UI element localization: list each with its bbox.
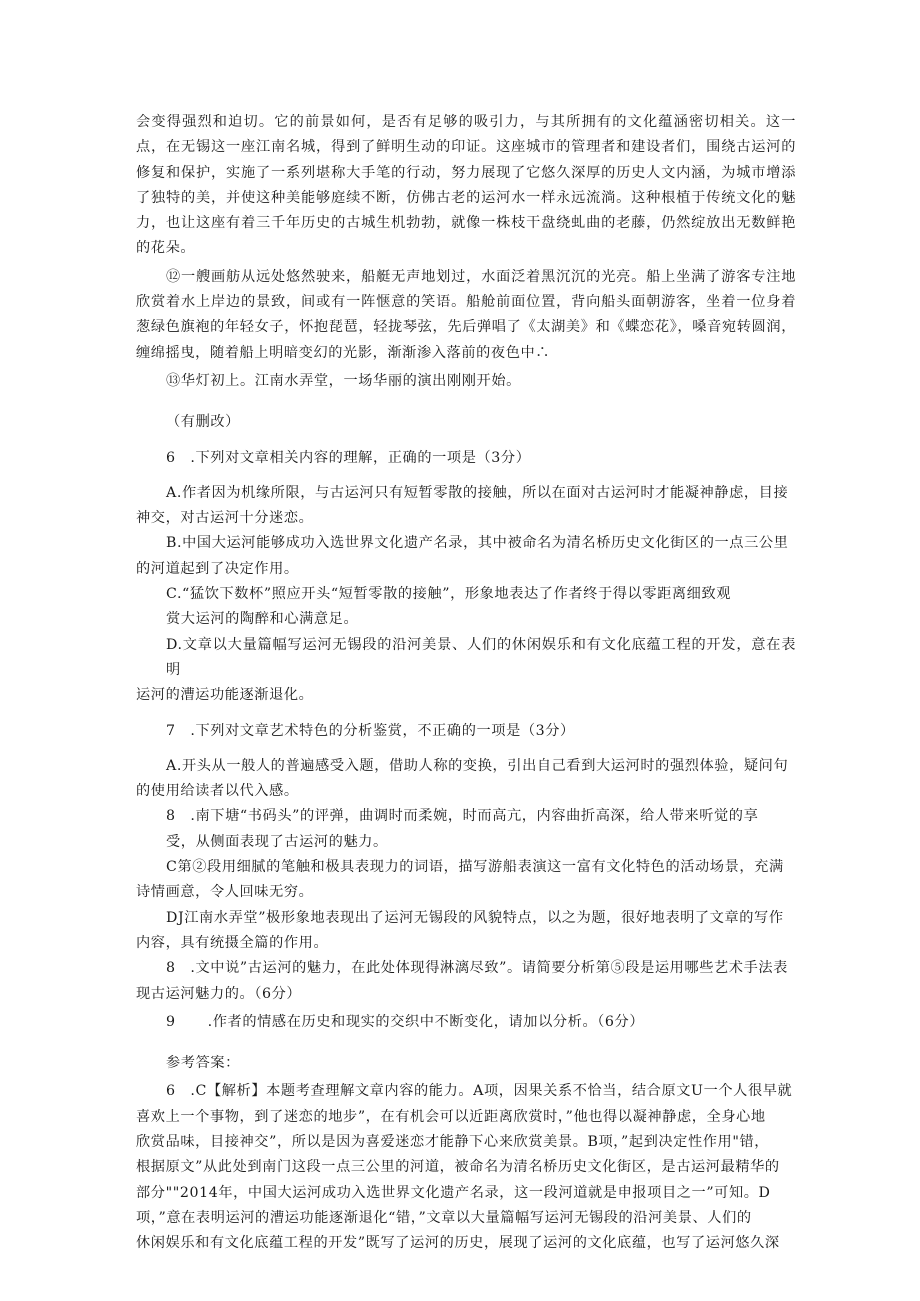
- answer-6-line4: 根据原文”从此处到南门这段一点三公里的河道，被命名为清名桥历史文化街区，是古运河最精华的: [136, 1159, 780, 1176]
- answer-6-line3: 欣赏品味，目接神交”，所以是因为喜爱迷恋才能静下心来欣赏美景。B项，”起到决定性作用"错，: [136, 1133, 770, 1150]
- question-7-option-d-line2: 内容，具有统摄全篇的作用。: [136, 934, 329, 951]
- question-9-number: 9: [166, 1013, 176, 1030]
- question-6-option-c-line1: C.“猛饮下数杯”照应开头“短暂零散的接触”，形象地表达了作者终于得以零距离细致观: [166, 586, 732, 603]
- question-6-option-a-line2: 神交，对古运河十分迷恋。: [136, 510, 314, 527]
- question-7-option-c-line2: 诗情画意，令人回味无穷。: [136, 884, 314, 901]
- question-6-option-a-line1: A.作者因为机缘所限，与古运河只有短暂零散的接触，所以在面对古运河时才能凝神静虑，目接: [166, 484, 789, 501]
- question-6-option-b-line2: 的河道起到了决定作用。: [136, 560, 299, 577]
- question-9-text: .作者的情感在历史和现实的交织中不断变化，请加以分析。（6分）: [207, 1013, 645, 1030]
- passage-note: （有删改）: [166, 414, 240, 431]
- passage-paragraph-12: ⑫一艘画舫从远处悠然驶来，船艇无声地划过，水面泛着黑沉沉的光亮。船上坐满了游客专注地欣赏着水上岸边的景致，间或有一阵惬意的笑语。船舱前面位置，背向船头面朝游客，坐着一位身着葱绿色旗袍的年轻女子，怀抱琵琶，轻拢琴弦，先后弹唱了《太湖美》和《蝶恋花》，嗓音宛转圆润，缠绵摇曳，随着船上明暗变幻的光影，渐渐渗入落前的夜色中∴: [136, 268, 796, 361]
- question-6-stem: 6 .下列对文章相关内容的理解，正确的一项是（3分）: [166, 449, 531, 466]
- question-6-option-d-line2: 运河的漕运功能逐渐退化。: [136, 687, 314, 704]
- question-9: [136, 1010, 796, 1035]
- question-7-stem: 7 .下列对文章艺术特色的分析鉴赏，不正确的一项是（3分）: [166, 722, 575, 739]
- question-6-option-c-line2: 赏大运河的陶醉和心满意足。: [166, 611, 359, 628]
- question-7-option-c-line1: C第②段用细腻的笔触和极具表现力的词语，描写游船表演这一富有文化特色的活动场景，充满: [166, 859, 784, 876]
- question-7-option-b-line2: 受，从侧面表现了古运河的魅力。: [166, 833, 388, 850]
- answers-heading: 参考答案：: [166, 1055, 240, 1072]
- passage-paragraph-intro: 会变得强烈和迫切。它的前景如何，是否有足够的吸引力，与其所拥有的文化蕴涵密切相关。这一点，在无锡这一座江南名城，得到了鲜明生动的印证。这座城市的管理者和建设者们，围绕古运河的修复和保护，实施了一系列堪称大手笔的行动，努力展现了它悠久深厚的历史人文内涵，为城市增添了独特的美，并使这种美能够庭续不断，仿佛古老的运河水一样永远流淌。这种根植于传统文化的魅力，也让这座有着三千年历史的古城生机勃勃，就像一株枝干盘绕虬曲的老藤，仍然绽放出无数鲜艳的花朵。: [136, 114, 796, 257]
- answer-6-line1: 6 .C【解析】本题考查理解文章内容的能力。A项，因果关系不恰当，结合原文U一个人很早就: [166, 1083, 793, 1100]
- question-7-option-a-line2: 的使用给读者以代入感。: [136, 783, 299, 800]
- question-8-line1: 8 .文中说”古运河的魅力，在此处体现得淋漓尽致”。请简要分析第⑤段是运用哪些艺术手法表: [166, 960, 788, 977]
- question-6-option-d-line1: D.文章以大量篇幅写运河无锡段的沿河美景、人们的休闲娱乐和有文化底蕴工程的开发，意在表明: [166, 636, 796, 678]
- answer-6-line2: 喜欢上一个事物，到了迷恋的地步”，在有机会可以近距离欣赏时，”他也得以凝神静虑，全身心地: [136, 1108, 766, 1125]
- answer-6-line5: 部分""2014年，中国大运河成功入选世界文化遗产名录，这一段河道就是申报项目之一”可知。D: [136, 1184, 771, 1201]
- answer-6-line7: 休闲娱乐和有文化底蕴工程的开发”既写了运河的历史，展现了运河的文化底蕴，也写了运河悠久深: [136, 1235, 780, 1252]
- question-7-option-b-line1: 8 .南下塘“书码头”的评弹，曲调时而柔婉，时而高亢，内容曲折高深，给人带来听觉的享: [166, 808, 759, 825]
- question-7-option-a-line1: A.开头从一般人的普遍感受入题，借助人称的变换，引出自己看到大运河时的强烈体验，疑问句: [166, 757, 789, 774]
- passage-paragraph-13: ⑬华灯初上。江南水弄堂，一场华丽的演出刚刚开始。: [166, 372, 521, 389]
- question-6-option-b-line1: B.中国大运河能够成功入选世界文化遗产名录，其中被命名为清名桥历史文化街区的一点三公里: [166, 535, 789, 552]
- question-8-line2: 现古运河魅力的。（6分）: [136, 985, 302, 1002]
- document-page: [136, 110, 796, 1256]
- answer-6-line6: 项，”意在表明运河的漕运功能逐渐退化“错，”文章以大量篇幅写运河无锡段的沿河美景、人们的: [136, 1209, 752, 1226]
- question-7-option-d-line1: DJ江南水弄堂”极形象地表现出了运河无锡段的风貌特点，以之为题，很好地表明了文章的写作: [166, 909, 784, 926]
